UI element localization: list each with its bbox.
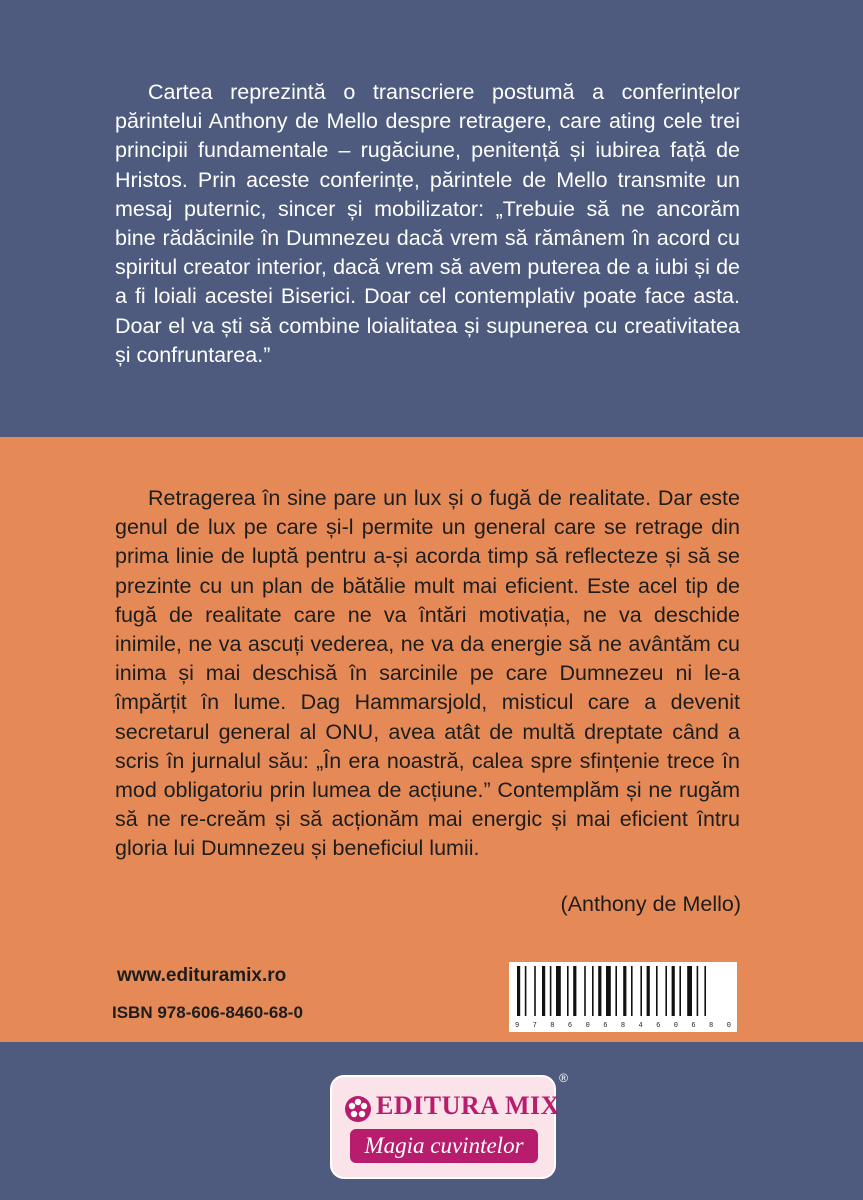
barcode-digit: 8 [709,1022,714,1030]
barcode-bar [550,966,552,1016]
isbn-barcode [509,962,737,1032]
registered-mark: ® [559,1071,568,1085]
barcode-digits [515,1022,731,1030]
barcode-bar [592,966,594,1016]
barcode-bar [697,966,699,1016]
publisher-website: www.edituramix.ro [117,965,287,986]
barcode-bar [615,966,617,1016]
barcode-digit: 6 [567,1022,573,1030]
barcode-digit: 0 [585,1022,590,1030]
barcode-bar [656,966,658,1016]
book-description: Cartea reprezintă o transcriere postumă a conferințelor părintelui Anthony de Mello despre retragere, care ating cele trei principii fundamentale – rugăciune, penitență și iubirea față de Hristos. Prin aceste conferințe, părintele de Mello transmite un mesaj puternic, sincer și mobilizator: „Trebuie să ne ancorăm bine rădăcinile în Dumnezeu dacă vrem să rămânem în acord cu spiritul creator interior, dacă vrem să avem puterea de a iubi și de a fi loiali acestei Biserici. Doar cel contemplativ poate face asta. Doar el va ști să combine loialitatea și supunerea cu creativitatea și confruntarea.” [115,80,740,367]
barcode-digit: 8 [550,1022,555,1030]
barcode-bar [647,966,650,1016]
barcode-bar [525,966,527,1016]
barcode-bar [517,966,520,1016]
barcode-bar [598,966,601,1016]
barcode-bar [704,966,706,1016]
barcode-bar [534,966,536,1016]
barcode-bar [573,966,576,1016]
bottom-band [0,1042,863,1200]
barcode-bar [631,966,633,1016]
barcode-bar [556,966,561,1016]
barcode-bar [606,966,611,1016]
quote-attribution: (Anthony de Mello) [560,892,741,916]
barcode-digit: 0 [726,1022,731,1030]
barcode-digit: 9 [515,1022,520,1030]
barcode-bar [687,966,692,1016]
barcode-digit: 4 [638,1022,643,1030]
barcode-digit: 6 [603,1022,608,1030]
barcode-bar [584,966,586,1016]
barcode-digit: 7 [532,1022,537,1030]
barcode-bar [679,966,681,1016]
barcode-bar [567,966,569,1016]
flower-icon [344,1095,372,1123]
barcode-digit: 6 [656,1022,661,1030]
barcode-bar [672,966,675,1016]
barcode-digit: 0 [673,1022,678,1030]
top-band [0,0,863,437]
publisher-logo [330,1071,568,1179]
barcode-bar [623,966,626,1016]
barcode-digit: 6 [691,1022,696,1030]
barcode-bar [640,966,642,1016]
publisher-tagline: Magia cuvintelor [350,1129,538,1163]
barcode-bars [509,962,737,1018]
isbn-number: ISBN 978-606-8460-68-0 [112,1003,303,1022]
middle-band [0,437,863,1042]
barcode-bar [665,966,667,1016]
barcode-digit: 8 [620,1022,626,1030]
barcode-bar [542,966,545,1016]
publisher-name: EDITURA MIX [376,1091,560,1120]
quote-paragraph: Retragerea în sine pare un lux și o fugă de realitate. Dar este genul de lux pe care și-l permite un general care se retrage din prima linie de luptă pentru a-și acorda timp să reflecteze și să se prezinte cu un plan de bătălie mult mai eficient. Este acel tip de fugă de realitate care ne va întări motivația, ne va deschide inimile, ne va ascuți vederea, ne va da energie să ne avântăm cu inima și mai deschisă în sarcinile pe care Dumnezeu ni le-a împărțit în lume. Dag Hammarsjold, misticul care a devenit secretarul general al ONU, avea atât de multă dreptate când a scris în jurnalul său: „În era noastră, calea spre sfințenie trece în mod obligatoriu prin lumea de acțiune.” Contemplăm și ne rugăm să ne re-creăm și să acționăm mai energic și mai eficient întru gloria lui Dumnezeu și beneficiul lumii. [115,486,740,861]
